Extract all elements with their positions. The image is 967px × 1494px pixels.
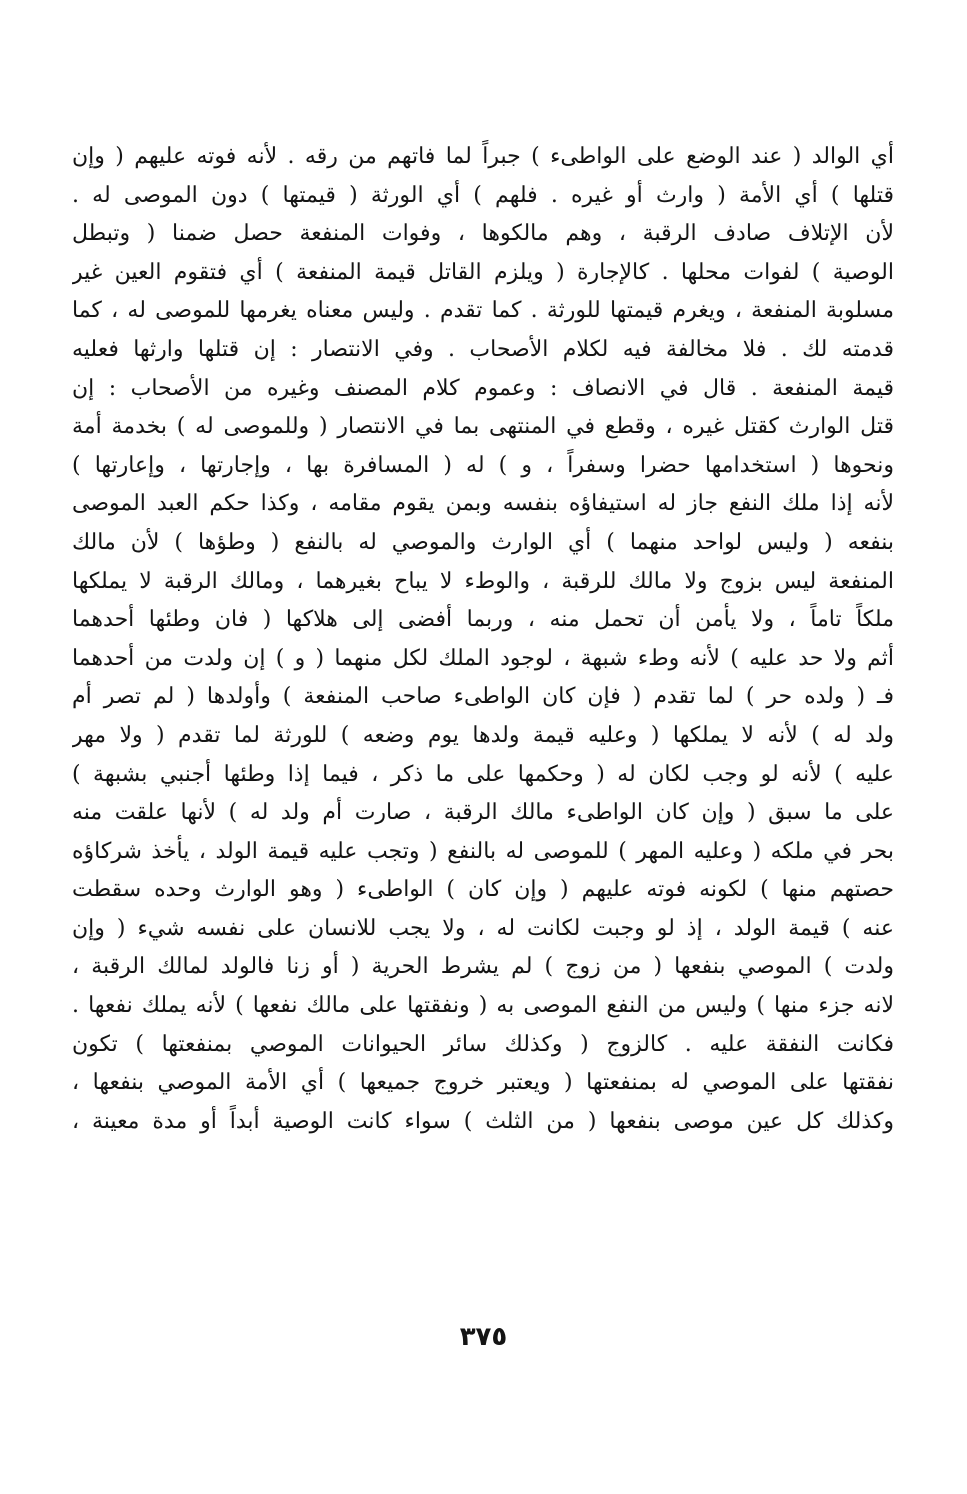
text-line-20: حصتهم منها ) لكونه فوته عليهم ( وإن كان ) الواطىء ( وهو الوارث وحده سقطت [72,877,894,903]
text-line-9: ونحوها ( استخدامها حضرا وسفراً ، و ) له ( المسافرة بها ، وإجارتها ، وإعارتها ) [72,452,894,478]
text-line-11: بنفعه ( وليس لواحد منهما ) أي الوارث والموصي له بالنفع ( وطؤها ) لأن مالك [72,529,894,555]
text-line-13: ملكاً تاماً ، ولا يأمن أن تحمل منه ، وربما أفضى إلى هلاكها ( فان وطئها أحدهما [72,607,894,633]
text-line-21: عنه ) قيمة الولد ، إذ لو وجبت لكانت له ، ولا يجب للانسان على نفسه شيء ( وإن [72,915,894,941]
text-line-8: قتل الوارث كقتل غيره ، وقطع في المنتهى بما في الانتصار ( وللموصى له ) بخدمة أمة [72,414,894,440]
text-line-1: أي الوالد ( عند الوضع على الواطىء ) جبراً لما فاتهم من رقه . لأنه فوته عليهم ( وإن [72,144,894,169]
text-line-26: وكذلك كل عين موصى بنفعها ( من الثلث ) سواء كانت الوصية أبداً أو مدة معينة ، [72,1108,894,1134]
text-line-15: فـ ( ولده حر ) لما تقدم ( فإن كان الواطىء صاحب المنفعة ) وأولدها ( لم تصر أم [72,684,894,710]
text-line-23: لانه جزء منها ) وليس من النفع الموصى به ( ونفقتها على مالك نفعها ) لأنه يملك نفعها . [72,993,894,1019]
text-line-24: فكانت النفقة عليه . كالزوج ( وكذلك سائر الحيوانات الموصي بمنفعتها ) تكون [72,1031,894,1057]
text-line-22: ولدت ) الموصي بنفعها ( من زوج ) لم يشرط الحرية ( أو زنا فالولد لمالك الرقبة ، [72,954,894,980]
text-line-14: أثم ولا حد عليه ) لأنه وطء شبهة ، لوجود الملك لكل منهما ( و ) إن ولدت من أحدهما [72,645,894,671]
text-line-12: المنفعة ليس بزوج ولا مالك للرقبة ، والوطء لا يباح بغيرهما ، ومالك الرقبة لا يملكها [72,568,894,594]
text-line-3: لأن الإتلاف صادف الرقبة ، وهم مالكوها ، وفوات المنفعة حصل ضمنا ( وتبطل [72,221,894,247]
text-line-10: لأنه إذا ملك النفع جاز له استيفاؤه بنفسه وبمن يقوم مقامه ، وكذا حكم العبد الموصى [72,491,894,517]
text-line-2: قتلها ) أي الأمة ( وارث أو غيره . فلهم ) أي الورثة ( قيمتها ) دون الموصى له . [72,182,894,208]
text-line-17: عليه ) لأنه لو وجب لكان له ( وحكمها على ما ذكر ، فيما إذا وطئها أجنبي بشبهة ) [72,761,894,787]
text-line-18: على ما سبق ( وإن كان الواطىء مالك الرقبة ، صارت أم ولد له ) لأنها علقت منه [72,800,894,826]
text-line-19: بحر في ملكه ( وعليه المهر ) للموصى له بالنفع ( وتجب عليه قيمة الولد ، يأخذ شركاؤه [72,838,894,864]
text-line-25: نفقتها على الموصي له بمنفعتها ( ويعتبر خروج جميعها ) أي الأمة الموصي بنفعها ، [72,1070,894,1096]
text-line-7: قيمة المنفعة . قال في الانصاف : وعموم كلام المصنف وغيره من الأصحاب : إن [72,375,894,401]
text-line-16: ولد له ) لأنه لا يملكها ( وعليه قيمة ولدها يوم وضعه ) للورثة لما تقدم ( ولا مهر [72,722,894,748]
page-number: ٣٧٥ [459,1322,508,1352]
text-line-5: مسلوبة المنفعة ، ويغرم قيمتها للورثة . كما تقدم . وليس معناه يغرمها للموصى له ، كما [72,298,894,324]
text-line-4: الوصية ) لفوات محلها . كالإجارة ( ويلزم القاتل قيمة المنفعة ) أي فتقوم العين غير [72,259,894,285]
text-line-6: قدمته لك . فلا مخالفة فيه لكلام الأصحاب . وفي الانتصار : إن قتلها وارثها فعليه [72,336,894,362]
body-text [72,138,894,1141]
